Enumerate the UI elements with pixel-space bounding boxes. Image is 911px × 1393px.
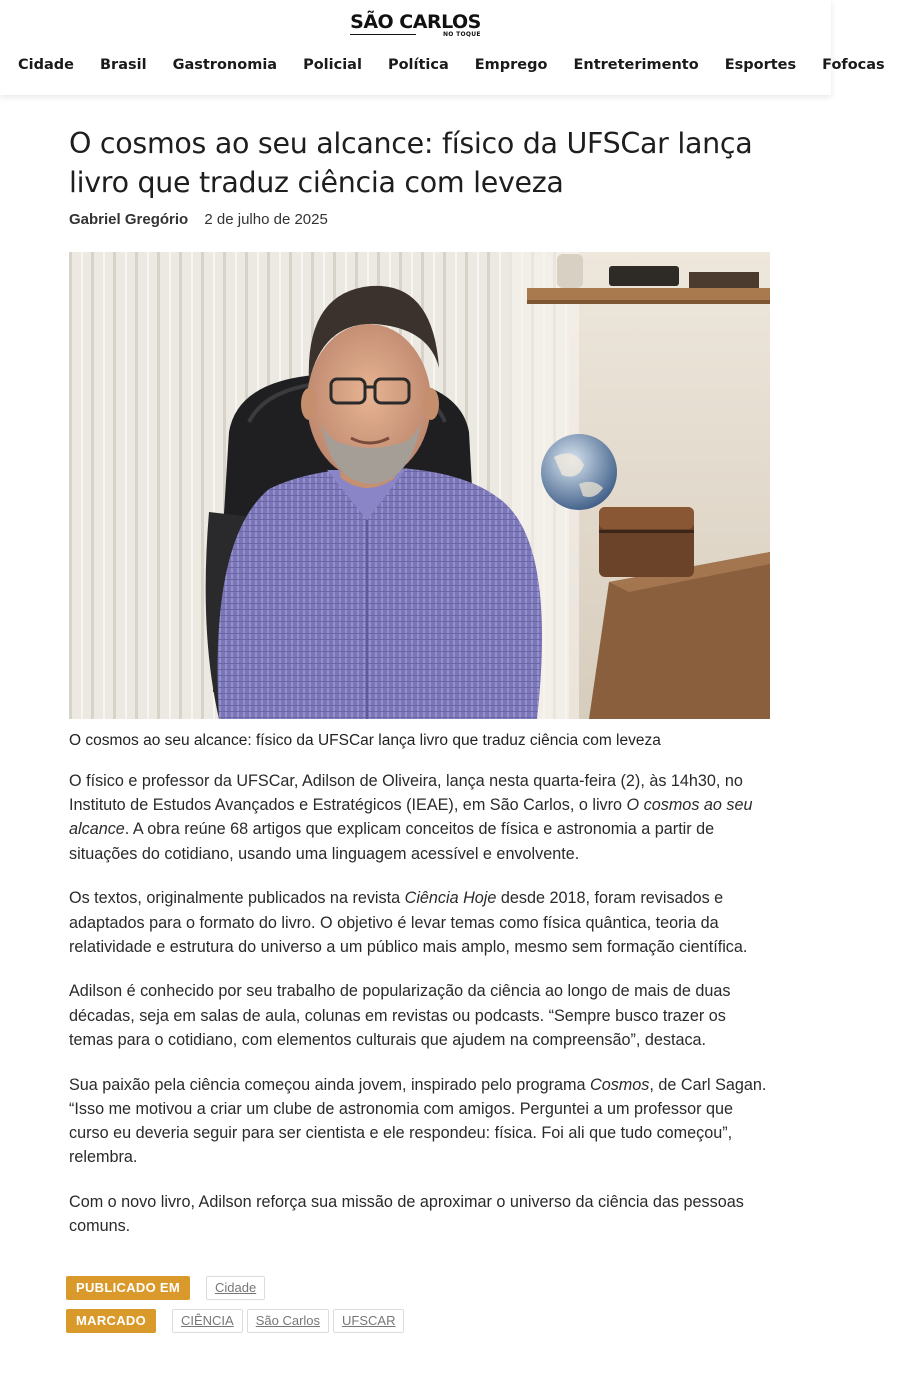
site-logo[interactable] <box>0 12 831 38</box>
paragraph-4: Sua paixão pela ciência começou ainda jovem, inspirado pelo programa Cosmos, de Carl Sagan. “Isso me motivou a criar um clube de astronomia com amigos. Perguntei a um professor que curso eu deveria seguir para ser cientista e ele respondeu: física. Foi ali que tudo começou”, relembra. <box>69 1075 767 1167</box>
tagged-label: MARCADO <box>66 1309 156 1333</box>
nav-item-gastronomia[interactable]: Gastronomia <box>172 57 278 73</box>
photo-of-physicist-icon <box>69 252 770 719</box>
tag-ciencia[interactable]: CIÊNCIA <box>172 1309 243 1333</box>
nav-item-brasil[interactable]: Brasil <box>100 57 147 73</box>
paragraph-5: Com o novo livro, Adilson reforça sua missão de aproximar o universo da ciência das pessoas comuns. <box>69 1192 744 1236</box>
nav-item-emprego[interactable]: Emprego <box>474 57 548 73</box>
paragraph-2: Os textos, originalmente publicados na revista Ciência Hoje desde 2018, foram revisados e adaptados para o formato do livro. O objetivo é levar temas como física quântica, teoria da relatividade e estrutura do universo a um público mais amplo, mesmo sem formação científica. <box>69 889 748 956</box>
logo-main-text: SÃO CARLOS <box>350 11 481 33</box>
published-in-label: PUBLICADO EM <box>66 1276 190 1300</box>
nav-item-entreterimento[interactable]: Entreterimento <box>573 57 699 73</box>
nav-item-fofocas[interactable]: Fofocas <box>822 57 885 73</box>
paragraph-1: O físico e professor da UFSCar, Adilson de Oliveira, lança nesta quarta-feira (2), às 14h30, no Instituto de Estudos Avançados e Estratégicos (IEAE), em São Carlos, o livro O cosmos ao seu alcance. A obra reúne 68 artigos que explicam conceitos de física e astronomia a partir de situações do cotidiano, usando uma linguagem acessível e envolvente. <box>69 772 753 863</box>
nav-item-esportes[interactable]: Esportes <box>724 57 797 73</box>
paragraph-3: Adilson é conhecido por seu trabalho de popularização da ciência ao longo de mais de duas décadas, seja em salas de aula, colunas em revistas ou podcasts. “Sempre busco trazer os temas para o cotidiano, com elementos culturais que ajudem na compreensão”, destaca. <box>69 982 731 1049</box>
article-title: O cosmos ao seu alcance: físico da UFSCar lança livro que traduz ciência com leveza <box>69 127 753 199</box>
article-body <box>69 769 770 1238</box>
featured-image[interactable] <box>69 252 770 719</box>
logo-sub-text: NO TOQUE <box>442 31 481 38</box>
tagged-row <box>66 1309 408 1333</box>
article-meta <box>69 210 770 230</box>
nav-item-cidade[interactable]: Cidade <box>18 57 74 73</box>
category-tag[interactable]: Cidade <box>206 1276 265 1300</box>
published-in-row <box>66 1276 269 1300</box>
image-caption: O cosmos ao seu alcance: físico da UFSCar lança livro que traduz ciência com leveza <box>69 732 661 749</box>
nav-item-policial[interactable]: Policial <box>303 57 362 73</box>
article-author[interactable]: Gabriel Gregório <box>69 211 189 228</box>
main-nav <box>18 55 911 75</box>
tag-ufscar[interactable]: UFSCAR <box>333 1309 404 1333</box>
logo-wordmark[interactable] <box>350 12 481 38</box>
nav-item-politica[interactable]: Política <box>387 57 449 73</box>
tag-sao-carlos[interactable]: São Carlos <box>247 1309 329 1333</box>
article-date: 2 de julho de 2025 <box>204 211 328 228</box>
article <box>69 124 770 1259</box>
site-header <box>0 0 885 95</box>
logo-underline <box>350 34 416 35</box>
